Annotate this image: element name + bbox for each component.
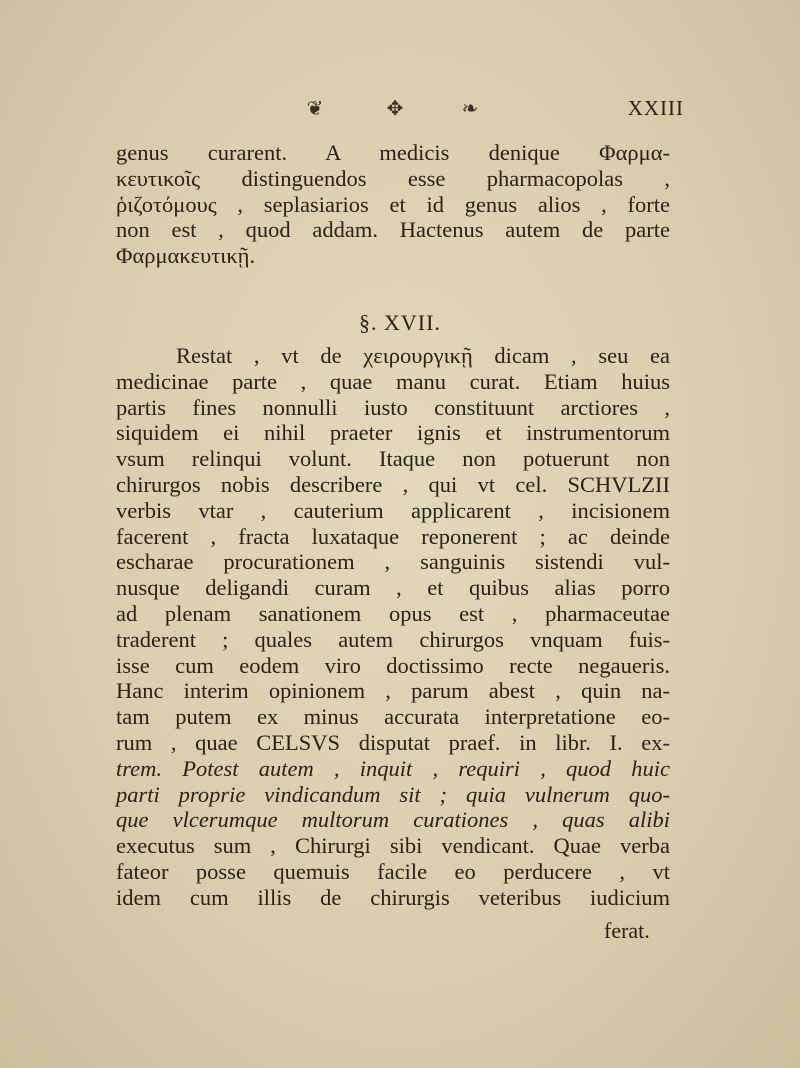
section-heading: §. XVII.: [359, 310, 441, 335]
text-line: trem. Potest autem , inquit , requiri , quod huic: [116, 755, 670, 781]
text-line: parti proprie vindicandum sit ; quia vulnerum quo-: [116, 781, 670, 807]
text-line: chirurgos nobis describere , qui vt cel. SCHVLZII: [116, 471, 670, 497]
left-fleuron-icon: ❦: [306, 98, 324, 120]
text-line: siquidem ei nihil praeter ignis et instrumentorum: [116, 420, 670, 446]
text-line: ad plenam sanationem opus est , pharmaceutae: [116, 600, 670, 626]
text-line: tam putem ex minus accurata interpretatione eo-: [116, 704, 670, 730]
text-line: rum , quae CELSVS disputat praef. in libr. I. ex-: [116, 729, 670, 755]
text-line: facerent , fracta luxataque reponerent ; ac deinde: [116, 523, 670, 549]
text-line: que vlcerumque multorum curationes , quas alibi: [116, 807, 670, 833]
page-number: XXIII: [627, 96, 684, 120]
text-line: medicinae parte , quae manu curat. Etiam huius: [116, 368, 670, 394]
text-line: verbis vtar , cauterium applicarent , incisionem: [116, 497, 670, 523]
text-line: non est , quod addam. Hactenus autem de parte: [116, 217, 670, 243]
text-line: nusque deligandi curam , et quibus alias porro: [116, 575, 670, 601]
text-line: idem cum illis de chirurgis veteribus iudicium: [116, 884, 670, 910]
text-line: genus curarent. A medicis denique Φαρμα-: [116, 140, 670, 165]
text-line: ῥιζοτόμους , seplasiarios et id genus alios , forte: [116, 191, 670, 217]
text-line: Hanc interim opinionem , parum abest , quin na-: [116, 678, 670, 704]
text-line: isse cum eodem viro doctissimo recte negaueris.: [116, 652, 670, 678]
text-line: vsum relinqui volunt. Itaque non potuerunt non: [116, 446, 670, 472]
text-line: partis fines nonnulli iusto constituunt arctiores ,: [116, 394, 670, 420]
text-line: traderent ; quales autem chirurgos vnquam fuis-: [116, 626, 670, 652]
right-fleuron-icon: ❧: [461, 98, 479, 120]
text-line: Restat , vt de χειρουργικῇ dicam , seu ea: [176, 343, 670, 368]
paragraph-2: [116, 343, 670, 911]
text-line: executus sum , Chirurgi sibi vendicant. Quae verba: [116, 833, 670, 859]
center-fleuron-icon: ✥: [386, 98, 404, 120]
text-line: Φαρμακευτικῇ.: [116, 243, 256, 269]
paragraph-1: [116, 140, 670, 269]
text-line: κευτικοῖς distinguendos esse pharmacopolas ,: [116, 165, 670, 191]
text-line: fateor posse quemuis facile eo perducere , vt: [116, 858, 670, 884]
page-header: [0, 92, 800, 128]
text-line: escharae procurationem , sanguinis sistendi vul-: [116, 549, 670, 575]
catchword: ferat.: [604, 918, 650, 943]
